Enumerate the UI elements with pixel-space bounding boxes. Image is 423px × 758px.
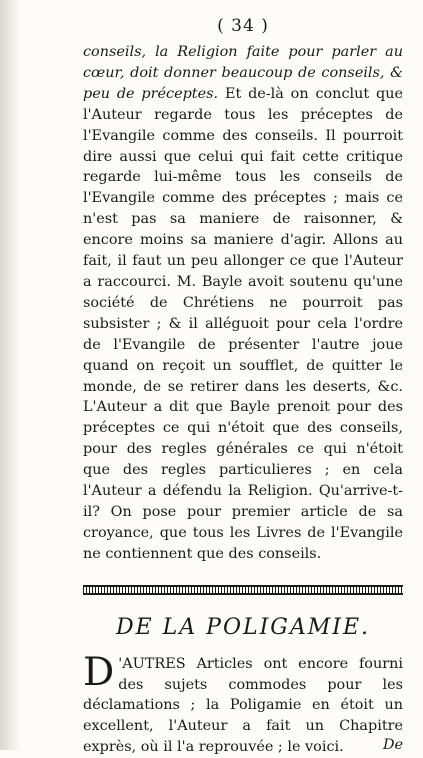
ornamental-rule — [83, 585, 403, 595]
catchword: De — [382, 737, 403, 754]
body-text: Et de-là on conclut que l'Auteur regarde tous les préceptes de l'Evangile comme des conseils. Il pourroit dire aussi que celui qui fait cette critique regarde lui-même tous les conseils de l'Evangile comme des préceptes ; mais ce n'est pas sa maniere de raisonner, & encore moins sa maniere d'agir. Allons au fait, il faut un peu allonger ce que l'Auteur a raccourci. M. Bayle avoit soutenu qu'une société de Chrétiens ne pourroit pas subsister ; & il alléguoit pour cela l'ordre de l'Evangile de présenter l'autre joue quand on reçoit un soufflet, de quitter le monde, de se retirer dans les deserts, &c. L'Auteur a dit que Bayle prenoit pour des préceptes ce qui n'étoit que des conseils, pour des regles générales ce qui n'étoit que des regles particulieres ; en cela l'Auteur a défendu la Religion. Qu'arrive-t-il? On pose pour premier article de sa croyance, que tous les Livres de l'Evangile ne contiennent que des conseils. — [83, 85, 404, 562]
page-number: ( 34 ) — [217, 16, 269, 36]
section-heading: DE LA POLIGAMIE. — [115, 614, 371, 640]
drop-cap: D — [83, 649, 115, 695]
italic-lead: conseils, la Religion faite pour parler au cœur, doit donner beaucoup de conseils, & peu de préceptes. — [83, 44, 403, 102]
section-text: Articles ont encore fourni des sujets commodes pour les déclamations ; la Poligamie en étoit un excellent, l'Auteur a fait un Chapitre exprès, où il l'a reprouvée ; le voici. — [83, 655, 403, 756]
body-paragraph — [83, 42, 403, 565]
small-caps-word: 'AUTRES — [118, 655, 186, 672]
page-edge-shadow — [0, 0, 22, 750]
